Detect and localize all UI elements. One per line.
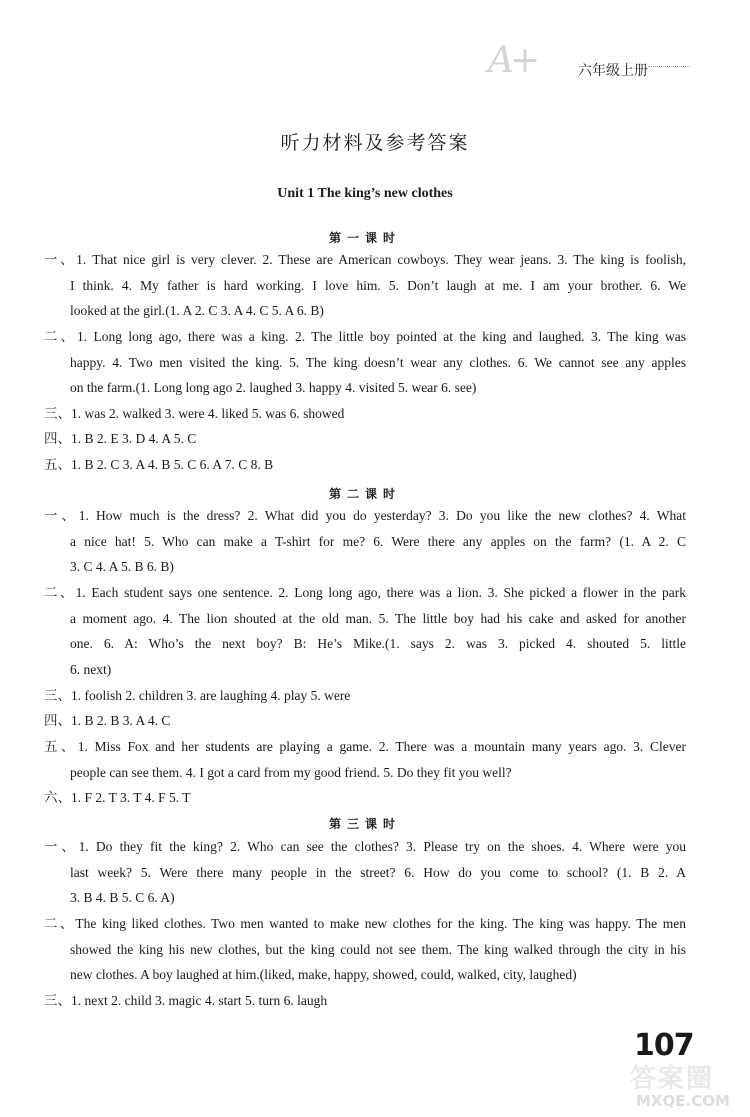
answer-section <box>44 785 686 811</box>
answer-line <box>44 503 686 529</box>
answer-text: The king liked clothes. Two men wanted to make new clothes for the king. The king was happy. The men <box>75 916 686 931</box>
answer-text: looked at the girl.(1. A 2. C 3. A 4. C 5. A 6. B) <box>70 303 324 319</box>
section-label: 一、 <box>44 508 79 523</box>
answer-line <box>44 962 686 988</box>
answer-section <box>44 580 686 682</box>
answer-section <box>44 247 686 324</box>
answer-text: 1. B 2. E 3. D 4. A 5. C <box>71 431 197 446</box>
answer-line <box>44 911 686 937</box>
answer-line <box>44 885 686 911</box>
answer-text: 6. next) <box>70 661 112 677</box>
section-label: 一、 <box>44 252 77 267</box>
lesson-heading: 第一课时 <box>328 231 401 245</box>
section-label: 四、 <box>44 431 71 446</box>
watermark-url: MXQE.COM <box>636 1092 730 1110</box>
answer-text: new clothes. A boy laughed at him.(liked, make, happy, showed, could, walked, city, laughed) <box>70 967 577 983</box>
answer-text: 1. next 2. child 3. magic 4. start 5. turn 6. laugh <box>71 993 328 1008</box>
watermark-logo: 答案圈 <box>630 1064 715 1094</box>
answer-section <box>44 911 686 988</box>
answer-text: 1. F 2. T 3. T 4. F 5. T <box>71 790 191 805</box>
section-label: 一、 <box>44 839 79 854</box>
answer-text: on the farm.(1. Long long ago 2. laughed 3. happy 4. visited 5. wear 6. see) <box>70 380 477 396</box>
answer-line <box>44 734 686 760</box>
section-label: 三、 <box>44 688 71 703</box>
section-label: 二、 <box>44 916 76 931</box>
answer-text: 1. Miss Fox and her students are playing a game. 2. There was a mountain many years ago. 3. Clever <box>77 739 686 754</box>
answer-line <box>44 273 686 299</box>
answer-text: 1. foolish 2. children 3. are laughing 4. play 5. were <box>71 688 351 703</box>
section-label: 五、 <box>44 457 71 472</box>
answer-section <box>44 988 686 1014</box>
answer-line <box>44 401 686 427</box>
answer-line <box>44 452 686 478</box>
header-divider <box>648 66 690 67</box>
answer-line <box>44 683 686 709</box>
answer-line <box>44 247 686 273</box>
answer-line <box>44 606 686 632</box>
answer-text: last week? 5. Were there many people in the street? 6. How do you come to school? (1. B 2. A <box>70 864 686 880</box>
answer-text: I think. 4. My father is hard working. I love him. 5. Don’t laugh at me. I am your brother. 6. We <box>70 277 686 293</box>
answer-text: 1. B 2. C 3. A 4. B 5. C 6. A 7. C 8. B <box>71 457 274 472</box>
answer-line <box>44 760 686 786</box>
answer-section <box>44 683 686 709</box>
answer-section <box>44 452 686 478</box>
answer-line <box>44 657 686 683</box>
answer-text: happy. 4. Two men visited the king. 5. The king doesn’t wear any clothes. 6. We cannot see any apples <box>70 354 686 370</box>
answer-line <box>44 785 686 811</box>
section-label: 六、 <box>44 790 71 805</box>
answer-line <box>44 860 686 886</box>
lesson-heading: 第三课时 <box>328 817 401 831</box>
section-label: 五、 <box>44 739 78 754</box>
section-label: 三、 <box>44 993 71 1008</box>
answer-line <box>44 298 686 324</box>
answer-section <box>44 503 686 580</box>
answer-line <box>44 631 686 657</box>
answer-section <box>44 834 686 911</box>
answer-line <box>44 350 686 376</box>
answer-text: 3. C 4. A 5. B 6. B) <box>70 559 174 575</box>
answer-line <box>44 937 686 963</box>
answer-line <box>44 708 686 734</box>
page-number: 107 <box>634 1028 694 1063</box>
answer-text: 1. Do they fit the king? 2. Who can see the clothes? 3. Please try on the shoes. 4. Where were you <box>78 839 686 854</box>
answer-text: a nice hat! 5. Who can make a T-shirt for me? 6. Were there any apples on the farm? (1. A 2. C <box>70 533 686 549</box>
unit-title: Unit 1 The king’s new clothes <box>277 186 453 201</box>
section-label: 三、 <box>44 406 71 421</box>
grade-label: 六年级上册 <box>578 63 648 79</box>
answer-text: a moment ago. 4. The lion shouted at the old man. 5. The little boy had his cake and asked for another <box>70 610 686 626</box>
answer-text: 3. B 4. B 5. C 6. A) <box>70 890 175 906</box>
section-label: 四、 <box>44 713 71 728</box>
answer-line <box>44 324 686 350</box>
answer-text: showed the king his new clothes, but the king could not see them. The king walked through the city in his <box>70 941 686 957</box>
answer-text: 1. Long long ago, there was a king. 2. The little boy pointed at the king and laughed. 3. The king was <box>77 329 686 344</box>
answer-section <box>44 734 686 785</box>
answer-line <box>44 988 686 1014</box>
answer-text: 1. That nice girl is very clever. 2. These are American cowboys. They wear jeans. 3. The king is foolish, <box>76 252 687 267</box>
answer-section <box>44 426 686 452</box>
answer-text: one. 6. A: Who’s the next boy? B: He’s Mike.(1. says 2. was 3. picked 4. shouted 5. little <box>70 636 686 652</box>
answer-text: 1. was 2. walked 3. were 4. liked 5. was 6. showed <box>71 406 345 421</box>
answer-section <box>44 324 686 401</box>
lesson-heading: 第二课时 <box>328 487 401 501</box>
answer-section <box>44 401 686 427</box>
answer-line <box>44 554 686 580</box>
answer-line <box>44 426 686 452</box>
page-title: 听力材料及参考答案 <box>280 132 470 154</box>
answer-line <box>44 834 686 860</box>
answer-text: people can see them. 4. I got a card from my good friend. 5. Do they fit you well? <box>70 764 512 780</box>
answer-line <box>44 580 686 606</box>
section-label: 二、 <box>44 329 78 344</box>
answer-line <box>44 529 686 555</box>
answer-section <box>44 708 686 734</box>
answer-text: 1. How much is the dress? 2. What did you do yesterday? 3. Do you like the new clothes? 4. What <box>78 508 687 523</box>
answer-text: 1. B 2. B 3. A 4. C <box>71 713 171 728</box>
header-logo: A+ <box>488 40 537 81</box>
section-label: 二、 <box>44 585 76 600</box>
answer-line <box>44 375 686 401</box>
answer-text: 1. Each student says one sentence. 2. Long long ago, there was a lion. 3. She picked a flower in the park <box>75 585 687 600</box>
